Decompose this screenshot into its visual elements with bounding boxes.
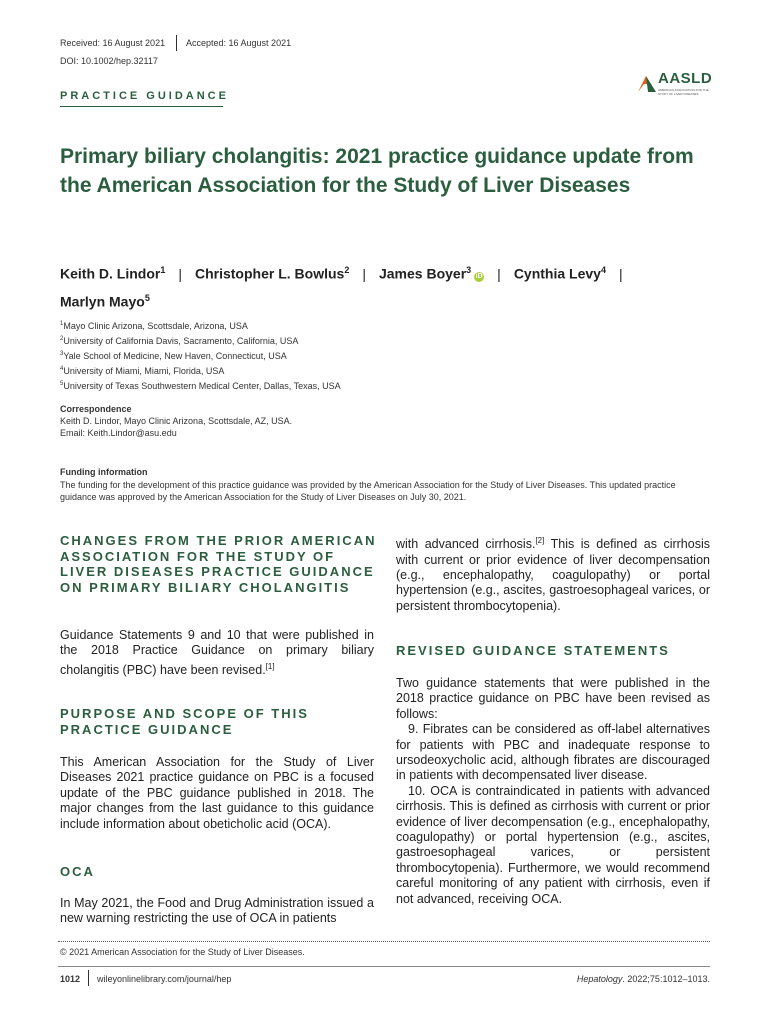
funding-text: The funding for the development of this practice guidance was provided by the American Association for the Study of Liver Diseases. This updated practice guidance was approved by the American Association for the Study of Liver Diseases on July 30, 2021. — [60, 480, 676, 502]
orcid-icon[interactable]: iD — [475, 272, 483, 280]
paragraph-oca-text: In May 2021, the Food and Drug Administration issued a new warning restricting the use of OCA in patients — [60, 896, 374, 926]
affiliation-item — [60, 363, 224, 377]
paragraph-oca — [60, 896, 374, 927]
heading-purpose: PURPOSE AND SCOPE OF THIS PRACTICE GUIDANCE — [60, 706, 309, 737]
author-affiliation-mark: 5 — [144, 292, 150, 303]
paragraph-oca-continued-text: with advanced cirrhosis. — [396, 537, 536, 552]
affiliation-item — [60, 378, 341, 392]
author-name[interactable]: Christopher L. Bowlus — [194, 265, 345, 282]
paragraph-revised-intro: Two guidance statements that were published in the 2018 practice guidance on PBC have been revised as follows: — [396, 676, 710, 721]
author-separator: | — [497, 265, 501, 282]
citation-details: . 2022;75:1012–1013. — [622, 974, 710, 984]
paragraph-purpose — [60, 755, 374, 832]
correspondence-address: Keith D. Lindor, Mayo Clinic Arizona, Scottsdale, AZ, USA. — [60, 416, 293, 426]
heading-changes: CHANGES FROM THE PRIOR AMERICAN ASSOCIATION FOR THE STUDY OF LIVER DISEASES PRACTICE GUIDANCE ON PRIMARY BILIARY CHOLANGITIS — [60, 533, 377, 595]
reference-link[interactable]: [2] — [535, 536, 545, 545]
footer-dotted-rule — [58, 941, 710, 942]
heading-revised: REVISED GUIDANCE STATEMENTS — [396, 643, 670, 658]
paragraph-oca-continued-text: This is defined as cirrhosis with current or prior evidence of liver decompensation (e.g., encephalopathy, coagulopathy) or portal hypertension (e.g., ascites, gastroesophageal varices, or persistent thrombocytopenia). — [396, 537, 710, 613]
affiliation-text: University of Miami, Miami, Florida, USA — [63, 366, 225, 376]
funding-heading: Funding information — [60, 467, 148, 477]
author-affiliation-mark: 4 — [600, 265, 606, 275]
accepted-date: Accepted: 16 August 2021 — [186, 38, 292, 48]
page-number: 1012 — [60, 974, 81, 984]
author-separator: | — [618, 265, 623, 282]
affiliation-number: 5 — [60, 381, 64, 387]
correspondence-heading: Correspondence — [60, 404, 132, 414]
author-separator: | — [178, 265, 182, 282]
affiliation-text: University of California Davis, Sacramento, California, USA — [63, 336, 299, 346]
journal-site-link[interactable]: wileyonlinelibrary.com/journal/hep — [97, 974, 232, 984]
affiliation-text: University of Texas Southwestern Medical Center, Dallas, Texas, USA — [63, 381, 341, 391]
affiliation-text: Mayo Clinic Arizona, Scottsdale, Arizona, USA — [63, 321, 248, 331]
paragraph-changes-text: Guidance Statements 9 and 10 that were published in the 2018 Practice Guidance on primary biliary cholangitis (PBC) have been revised. — [60, 628, 374, 677]
journal-name: Hepatology — [576, 974, 623, 984]
guidance-statement-9: 9. Fibrates can be considered as off-label alternatives for patients with PBC and inadequate response to ursodeoxycholic acid, although fibrates are discouraged in patients with decompensated liver disease. — [396, 722, 710, 783]
author-name[interactable]: James Boyer — [378, 265, 467, 282]
guidance-statement-10: 10. OCA is contraindicated in patients with advanced cirrhosis. This is defined as cirrhosis with current or prior evidence of liver decompensation (e.g., encephalopathy, coagulopathy) or portal hypertension (e.g., ascites, gastroesophageal varices, or persistent thrombocytopenia). Furthermore, we would recommend careful monitoring of any patient with cirrhosis, even if not advanced, receiving OCA. — [396, 783, 710, 906]
author-name[interactable]: Marlyn Mayo — [60, 293, 145, 310]
header-divider — [176, 35, 177, 51]
aasld-logo-subtext: AMERICAN ASSOCIATION FOR THE STUDY OF LIVER DISEASES — [658, 88, 709, 96]
aasld-logo — [636, 70, 712, 100]
affiliation-item — [60, 348, 287, 362]
author-affiliation-mark: 1 — [160, 265, 166, 275]
aasld-logo-text: AASLD — [658, 70, 713, 87]
author-affiliation-mark: 2 — [344, 265, 350, 275]
section-label-rule — [60, 106, 223, 107]
affiliation-item — [60, 318, 248, 332]
author-list — [60, 258, 720, 313]
article-title: Primary biliary cholangitis: 2021 practice guidance update from the American Association for the Study of Liver Diseases — [60, 145, 694, 197]
received-date: Received: 16 August 2021 — [60, 38, 166, 48]
affiliation-item — [60, 333, 298, 347]
affiliation-number: 2 — [60, 336, 64, 342]
reference-link[interactable]: [1] — [265, 661, 275, 671]
author-separator: | — [362, 265, 366, 282]
journal-citation — [577, 974, 710, 984]
author-name[interactable]: Keith D. Lindor — [60, 265, 161, 282]
paragraph-oca-continued — [396, 533, 710, 614]
paragraph-purpose-text: This American Association for the Study of Liver Diseases 2021 practice guidance on PBC is a focused update of the PBC guidance published in 2018. The major changes from the last guidance to this guidance include information about obeticholic acid (OCA). — [60, 755, 374, 831]
section-label: PRACTICE GUIDANCE — [60, 90, 229, 102]
affiliation-number: 1 — [60, 321, 64, 327]
doi-link[interactable]: DOI: 10.1002/hep.32117 — [60, 56, 158, 66]
author-affiliation-mark: 3 — [466, 265, 472, 275]
aasld-logo-icon — [636, 72, 658, 96]
paragraph-revised — [396, 676, 710, 907]
copyright-text: © 2021 American Association for the Study of Liver Diseases. — [60, 947, 305, 957]
affiliation-number: 4 — [60, 366, 64, 372]
affiliation-number: 3 — [60, 351, 64, 357]
heading-oca: OCA — [60, 864, 95, 879]
footer-divider — [88, 970, 89, 986]
affiliation-text: Yale School of Medicine, New Haven, Connecticut, USA — [63, 351, 287, 361]
footer-rule — [58, 966, 710, 967]
author-name[interactable]: Cynthia Levy — [513, 265, 601, 282]
correspondence-email[interactable]: Email: Keith.Lindor@asu.edu — [60, 428, 177, 438]
paragraph-changes — [60, 628, 374, 678]
